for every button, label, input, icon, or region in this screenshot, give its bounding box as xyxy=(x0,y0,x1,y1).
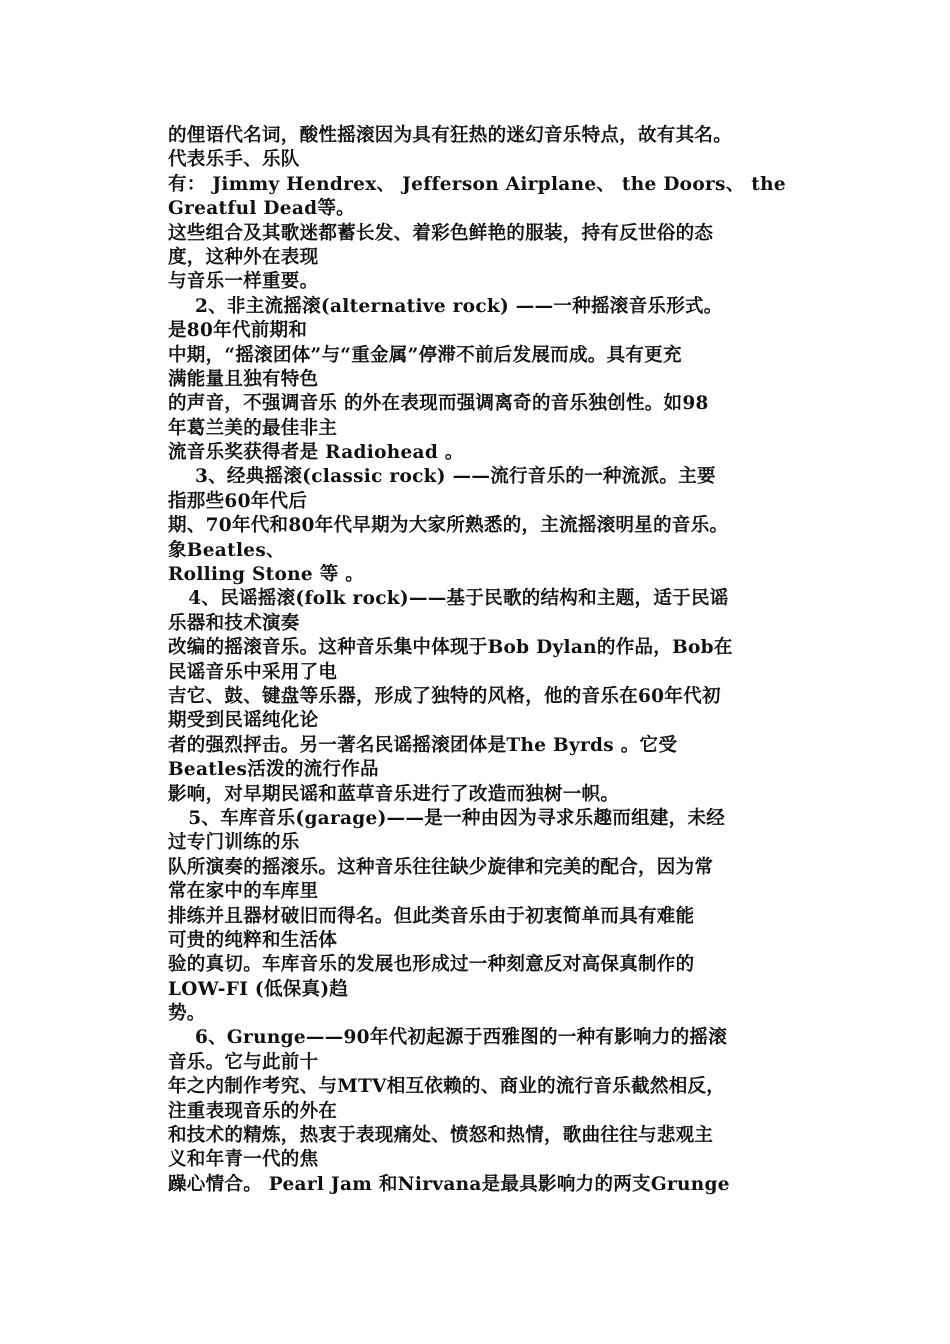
text-line: 民谣音乐中采用了电 xyxy=(168,661,338,683)
text-line: 可贵的纯粹和生活体 xyxy=(168,929,338,951)
text-line: 象Beatles、 xyxy=(168,539,285,561)
text-line: 改编的摇滚音乐。这种音乐集中体现于Bob Dylan的作品，Bob在 xyxy=(168,637,733,659)
text-line: 者的强烈抨击。另一著名民谣摇滚团体是The Byrds 。它受 xyxy=(168,734,678,756)
text-line: 满能量且独有特色 xyxy=(168,368,319,390)
text-line: 义和年青一代的焦 xyxy=(168,1149,319,1171)
text-line: 指那些60年代后 xyxy=(168,490,308,512)
text-line: 势。 xyxy=(168,1003,206,1025)
text-line: 期受到民谣纯化论 xyxy=(168,710,319,732)
text-line: 中期，“摇滚团体”与“重金属”停滞不前后发展而成。具有更充 xyxy=(168,344,682,366)
text-line: 的俚语代名词，酸性摇滚因为具有狂热的迷幻音乐特点，故有其名。 xyxy=(168,125,733,146)
text-line: Beatles活泼的流行作品 xyxy=(168,759,379,781)
text-line: 吉它、鼓、键盘等乐器，形成了独特的风格，他的音乐在60年代初 xyxy=(168,685,721,707)
text-line: 过专门训练的乐 xyxy=(168,832,300,854)
text-line: 的声音，不强调音乐 的外在表现而强调离奇的音乐独创性。如98 xyxy=(168,393,709,415)
text-line: 6、Grunge——90年代初起源于西雅图的一种有影响力的摇滚 xyxy=(168,1027,728,1049)
text-line: 年葛兰美的最佳非主 xyxy=(168,417,338,439)
text-line: 5、车库音乐(garage)——是一种由因为寻求乐趣而组建，未经 xyxy=(168,807,726,829)
text-line: 常在家中的车库里 xyxy=(168,881,319,903)
text-line: 代表乐手、乐队 xyxy=(168,149,300,171)
text-line: 这些组合及其歌迷都蓄长发、着彩色鲜艳的服装，持有反世俗的态 xyxy=(168,222,714,244)
text-line: 队所演奏的摇滚乐。这种音乐往往缺少旋律和完美的配合，因为常 xyxy=(168,856,714,878)
text-line: 2、非主流摇滚(alternative rock) ——一种摇滚音乐形式。 xyxy=(168,295,723,317)
text-line: LOW-FI (低保真)趋 xyxy=(168,978,349,1000)
text-line: 期、70年代和80年代早期为大家所熟悉的，主流摇滚明星的音乐。 xyxy=(168,515,729,537)
text-line: 年之内制作考究、与MTV相互依赖的、商业的流行音乐截然相反， xyxy=(168,1076,726,1098)
text-line: 3、经典摇滚(classic rock) ——流行音乐的一种流派。主要 xyxy=(168,466,716,488)
text-line: 4、民谣摇滚(folk rock)——基于民歌的结构和主题，适于民谣 xyxy=(168,588,729,610)
text-line: 躁心情合。 Pearl Jam 和Nirvana是最具影响力的两支Grunge xyxy=(168,1173,730,1195)
text-line: 乐器和技术演奏 xyxy=(168,612,300,634)
text-line: 与音乐一样重要。 xyxy=(168,271,319,293)
text-line: 音乐。它与此前十 xyxy=(168,1051,319,1073)
text-line: 验的真切。车库音乐的发展也形成过一种刻意反对高保真制作的 xyxy=(168,954,695,976)
text-line: 流音乐奖获得者是 Radiohead 。 xyxy=(168,442,464,464)
text-line: 是80年代前期和 xyxy=(168,320,308,342)
body-text xyxy=(168,124,818,1197)
text-line: 影响，对早期民谣和蓝草音乐进行了改造而独树一帜。 xyxy=(168,783,620,805)
text-line: 和技术的精炼，热衷于表现痛处、愤怒和热情，歌曲往往与悲观主 xyxy=(168,1125,714,1147)
text-line: Rolling Stone 等 。 xyxy=(168,564,365,586)
text-line: 排练并且器材破旧而得名。但此类音乐由于初衷简单而具有难能 xyxy=(168,905,695,927)
text-line: 度，这种外在表现 xyxy=(168,246,319,268)
text-line: 注重表现音乐的外在 xyxy=(168,1100,338,1122)
text-line: Greatful Dead等。 xyxy=(168,198,355,220)
text-line: 有： Jimmy Hendrex、 Jefferson Airplane、 the Doors、 the xyxy=(168,173,786,195)
